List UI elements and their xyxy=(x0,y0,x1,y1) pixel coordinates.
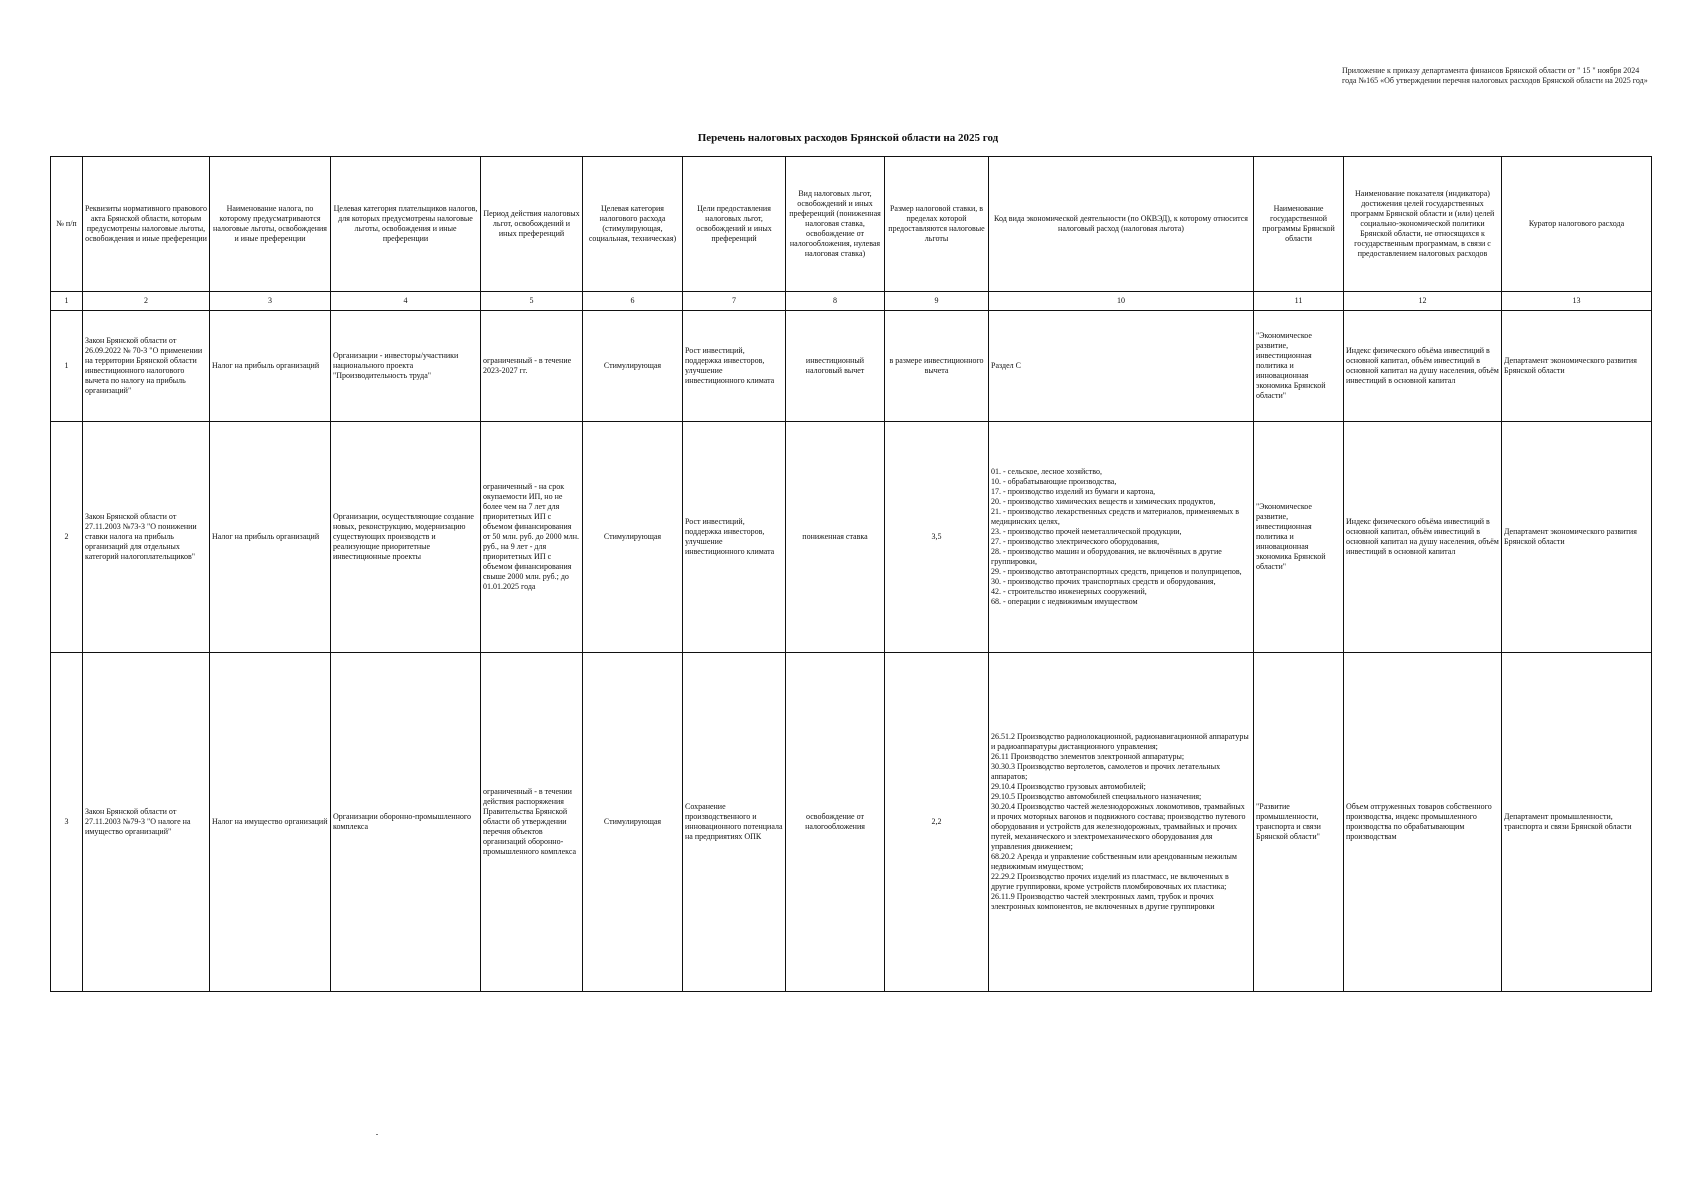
column-header: Наименование показателя (индикатора) достижения целей государственных программ Брянской области и (или) целей социально-экономической политики Брянской области, не относящихся к государственным программам, в связи с предоставлением налоговых расходов xyxy=(1344,157,1502,292)
program-cell: "Развитие промышленности, транспорта и связи Брянской области" xyxy=(1254,653,1344,992)
column-number: 10 xyxy=(989,292,1254,311)
legal-act-cell: Закон Брянской области от 27.11.2003 №73-З "О понижении ставки налога на прибыль организаций для отдельных категорий налогоплательщиков" xyxy=(83,422,210,653)
table-header-row xyxy=(51,157,1652,292)
tax-name-cell: Налог на прибыль организаций xyxy=(210,422,331,653)
rate-cell: 2,2 xyxy=(885,653,989,992)
row-number: 3 xyxy=(51,653,83,992)
column-header: Реквизиты нормативного правового акта Брянской области, которым предусмотрены налоговые льготы, освобождения и иные преференции xyxy=(83,157,210,292)
column-number: 11 xyxy=(1254,292,1344,311)
table-row xyxy=(51,653,1652,992)
okved-line: 30. - производство прочих транспортных средств и оборудования, xyxy=(991,577,1216,586)
column-number: 12 xyxy=(1344,292,1502,311)
indicator-cell: Объем отгруженных товаров собственного производства, индекс промышленного производства по обрабатывающим производствам xyxy=(1344,653,1502,992)
column-number: 3 xyxy=(210,292,331,311)
indicator-cell: Индекс физического объёма инвестиций в основной капитал, объём инвестиций в основной капитал на душу населения, объём инвестиций в основной капитал xyxy=(1344,422,1502,653)
column-number: 7 xyxy=(683,292,786,311)
column-number: 2 xyxy=(83,292,210,311)
relief-kind-cell: пониженная ставка xyxy=(786,422,885,653)
okved-line: 20. - производство химических веществ и химических продуктов, xyxy=(991,497,1216,506)
relief-kind-cell: инвестиционный налоговый вычет xyxy=(786,311,885,422)
column-number: 1 xyxy=(51,292,83,311)
curator-cell: Департамент промышленности, транспорта и связи Брянской области xyxy=(1502,653,1652,992)
okved-line: 10. - обрабатывающие производства, xyxy=(991,477,1117,486)
okved-line: 26.51.2 Производство радиолокационной, радионавигационной аппаратуры и радиоаппаратуры дистанционного управления; xyxy=(991,732,1249,751)
table-row xyxy=(51,311,1652,422)
okved-line: 29.10.4 Производство грузовых автомобилей; xyxy=(991,782,1146,791)
okved-line: 27. - производство электрического оборудования, xyxy=(991,537,1160,546)
program-cell: "Экономическое развитие, инвестиционная политика и инновационная экономика Брянской области" xyxy=(1254,422,1344,653)
okved-line: 30.20.4 Производство частей железнодорожных локомотивов, трамвайных и прочих моторных вагонов и подвижного состава; производство путевого оборудования и устройств для железнодорожных, трамвайных и прочих путей, механического и электромеханического оборудования для управления движением; xyxy=(991,802,1246,851)
okved-cell xyxy=(989,422,1254,653)
goals-cell: Рост инвестиций, поддержка инвесторов, улучшение инвестиционного климата xyxy=(683,422,786,653)
okved-line: 29.10.5 Производство автомобилей специального назначения; xyxy=(991,792,1202,801)
scan-speck xyxy=(376,1134,378,1135)
column-header: Куратор налогового расхода xyxy=(1502,157,1652,292)
column-header: Целевая категория плательщиков налогов, для которых предусмотрены налоговые льготы, освобождения и иные преференции xyxy=(331,157,481,292)
period-cell: ограниченный - на срок окупаемости ИП, но не более чем на 7 лет для приоритетных ИП с объемом финансирования от 50 млн. руб. до 2000 млн. руб., на 9 лет - для приоритетных ИП с объемом финансирования свыше 2000 млн. руб.; до 01.01.2025 года xyxy=(481,422,583,653)
column-number: 8 xyxy=(786,292,885,311)
target-category-cell: Стимулирующая xyxy=(583,422,683,653)
period-cell: ограниченный - в течении действия распоряжения Правительства Брянской области об утверждении перечня объектов организаций оборонно-промышленного комплекса xyxy=(481,653,583,992)
tax-expenditures-table xyxy=(50,156,1652,992)
okved-line: 22.29.2 Производство прочих изделий из пластмасс, не включенных в другие группировки, кроме устройств пломбировочных их пластика; xyxy=(991,872,1229,891)
column-header: Целевая категория налогового расхода (стимулирующая, социальная, техническая) xyxy=(583,157,683,292)
tax-name-cell: Налог на прибыль организаций xyxy=(210,311,331,422)
okved-line: 28. - производство машин и оборудования, не включённых в другие группировки, xyxy=(991,547,1222,566)
tax-name-cell: Налог на имущество организаций xyxy=(210,653,331,992)
payer-category-cell: Организации - инвесторы/участники национального проекта "Производительность труда" xyxy=(331,311,481,422)
okved-line: 29. - производство автотранспортных средств, прицепов и полуприцепов, xyxy=(991,567,1242,576)
column-header: Размер налоговой ставки, в пределах которой предоставляются налоговые льготы xyxy=(885,157,989,292)
okved-cell xyxy=(989,311,1254,422)
row-number: 2 xyxy=(51,422,83,653)
column-number: 5 xyxy=(481,292,583,311)
column-header: № п/п xyxy=(51,157,83,292)
rate-cell: в размере инвестиционного вычета xyxy=(885,311,989,422)
indicator-cell: Индекс физического объёма инвестиций в основной капитал, объём инвестиций в основной капитал на душу населения, объём инвестиций в основной капитал xyxy=(1344,311,1502,422)
payer-category-cell: Организации, осуществляющие создание новых, реконструкцию, модернизацию существующих производств и реализующие приоритетные инвестиционные проекты xyxy=(331,422,481,653)
payer-category-cell: Организации оборонно-промышленного комплекса xyxy=(331,653,481,992)
okved-line: Раздел С xyxy=(991,361,1021,370)
target-category-cell: Стимулирующая xyxy=(583,311,683,422)
curator-cell: Департамент экономического развития Брянской области xyxy=(1502,422,1652,653)
program-cell: "Экономическое развитие, инвестиционная политика и инновационная экономика Брянской области" xyxy=(1254,311,1344,422)
column-number: 4 xyxy=(331,292,481,311)
column-number: 6 xyxy=(583,292,683,311)
relief-kind-cell: освобождение от налогообложения xyxy=(786,653,885,992)
okved-line: 17. - производство изделий из бумаги и картона, xyxy=(991,487,1156,496)
column-header: Вид налоговых льгот, освобождений и иных преференций (пониженная налоговая ставка, освобождение от налогообложения, нулевая налоговая ставка) xyxy=(786,157,885,292)
legal-act-cell: Закон Брянской области от 26.09.2022 № 70-З "О применении на территории Брянской области инвестиционного налогового вычета по налогу на прибыль организаций" xyxy=(83,311,210,422)
legal-act-cell: Закон Брянской области от 27.11.2003 №79-З "О налоге на имущество организаций" xyxy=(83,653,210,992)
okved-line: 26.11.9 Производство частей электронных ламп, трубок и прочих электронных компонентов, не включенных в другие группировки xyxy=(991,892,1215,911)
table-row xyxy=(51,422,1652,653)
okved-line: 23. - производство прочей неметаллической продукции, xyxy=(991,527,1182,536)
column-header: Наименование налога, по которому предусматриваются налоговые льготы, освобождения и иные преференции xyxy=(210,157,331,292)
column-number-row xyxy=(51,292,1652,311)
column-header: Код вида экономической деятельности (по ОКВЭД), к которому относится налоговый расход (налоговая льгота) xyxy=(989,157,1254,292)
okved-line: 21. - производство лекарственных средств и материалов, применяемых в медицинских целях, xyxy=(991,507,1239,526)
okved-line: 30.30.3 Производство вертолетов, самолетов и прочих летательных аппаратов; xyxy=(991,762,1221,781)
order-reference-note: Приложение к приказу департамента финансов Брянской области от " 15 " ноября 2024 года №165 «Об утверждении перечня налоговых расходов Брянской области на 2025 год» xyxy=(1342,66,1648,85)
goals-cell: Рост инвестиций, поддержка инвесторов, улучшение инвестиционного климата xyxy=(683,311,786,422)
okved-line: 68.20.2 Аренда и управление собственным или арендованным нежилым недвижимым имуществом; xyxy=(991,852,1237,871)
okved-line: 68. - операции с недвижимым имуществом xyxy=(991,597,1138,606)
column-number: 9 xyxy=(885,292,989,311)
column-header: Цели предоставления налоговых льгот, освобождений и иных преференций xyxy=(683,157,786,292)
okved-line: 42. - строительство инженерных сооружений, xyxy=(991,587,1147,596)
curator-cell: Департамент экономического развития Брянской области xyxy=(1502,311,1652,422)
target-category-cell: Стимулирующая xyxy=(583,653,683,992)
document-title: Перечень налоговых расходов Брянской области на 2025 год xyxy=(697,132,999,144)
okved-line: 01. - сельское, лесное хозяйство, xyxy=(991,467,1102,476)
okved-cell xyxy=(989,653,1254,992)
column-number: 13 xyxy=(1502,292,1652,311)
column-header: Период действия налоговых льгот, освобождений и иных преференций xyxy=(481,157,583,292)
row-number: 1 xyxy=(51,311,83,422)
okved-line: 26.11 Производство элементов электронной аппаратуры; xyxy=(991,752,1185,761)
column-header: Наименование государственной программы Брянской области xyxy=(1254,157,1344,292)
period-cell: ограниченный - в течение 2023-2027 гг. xyxy=(481,311,583,422)
goals-cell: Сохранение производственного и инновационного потенциала на предприятиях ОПК xyxy=(683,653,786,992)
rate-cell: 3,5 xyxy=(885,422,989,653)
